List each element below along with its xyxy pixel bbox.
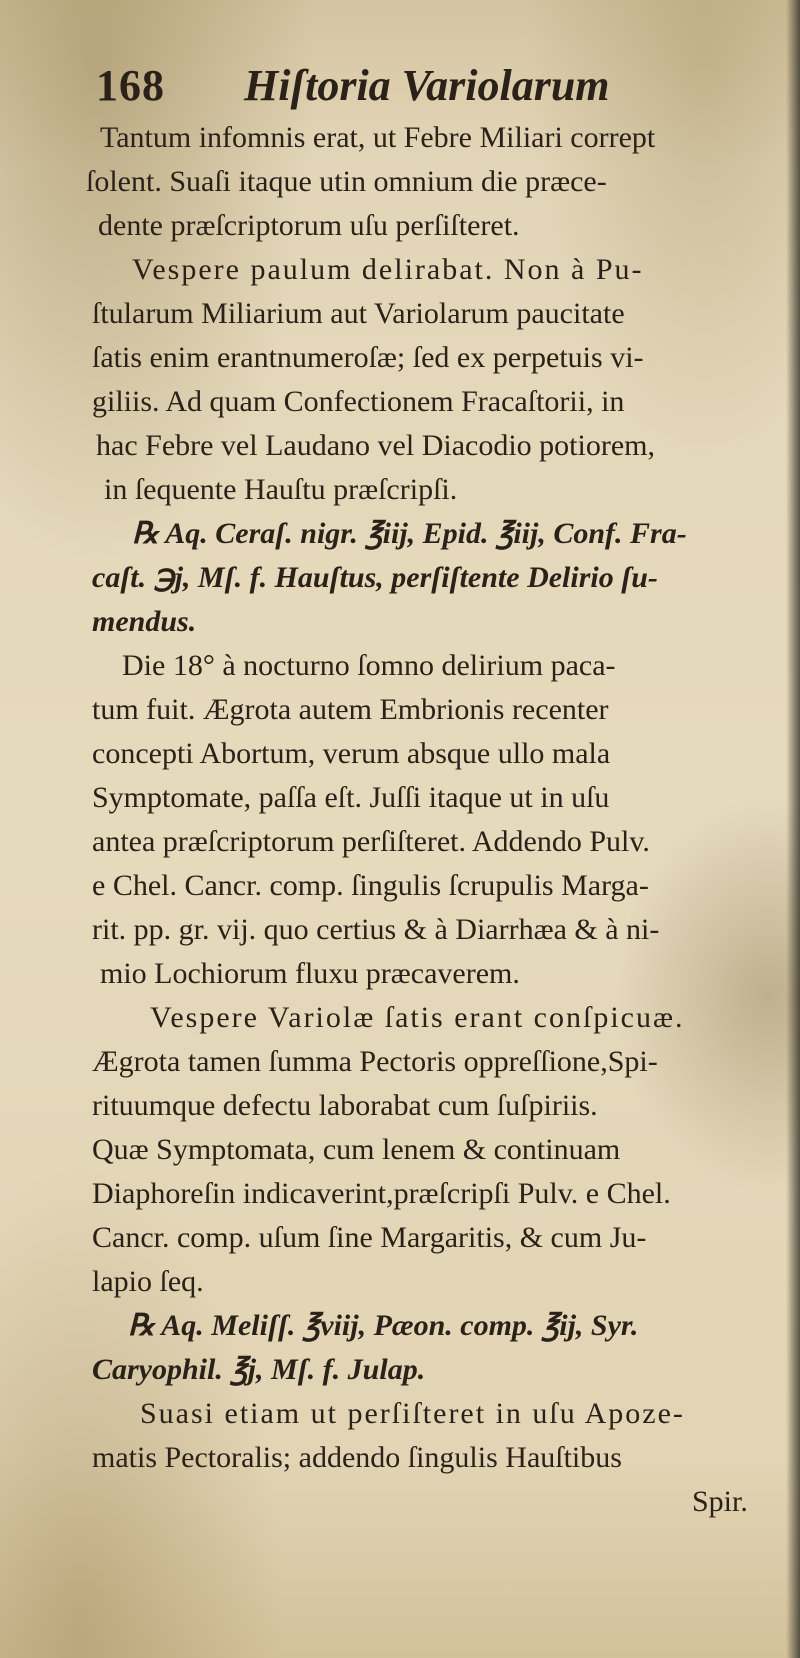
running-title: Hiſtoria Variolarum bbox=[244, 61, 610, 110]
text-line: giliis. Ad quam Confectionem Fracaſtorii, in bbox=[92, 385, 625, 418]
prescription-line: ℞ Aq. Meliſſ. ℥viij, Pæon. comp. ℥ij, Syr. bbox=[128, 1309, 639, 1342]
catchword: Spir. bbox=[692, 1485, 748, 1518]
text-line: rituumque defectu laborabat cum ſuſpiriis. bbox=[92, 1089, 598, 1122]
page-header bbox=[96, 58, 776, 114]
text-line: Ægrota tamen ſumma Pectoris oppreſſione,Spi- bbox=[92, 1045, 658, 1078]
text-line: Tantum infomnis erat, ut Febre Miliari corrept bbox=[100, 121, 656, 154]
text-line: Diaphoreſin indicaverint,præſcripſi Pulv. e Chel. bbox=[92, 1177, 671, 1210]
text-line: Vespere paulum delirabat. Non à Pu- bbox=[132, 253, 644, 286]
text-line: Quæ Symptomata, cum lenem & continuam bbox=[92, 1133, 621, 1166]
text-line: Cancr. comp. uſum ſine Margaritis, & cum Ju- bbox=[92, 1221, 647, 1254]
body-text bbox=[0, 116, 800, 1636]
text-line: ſolent. Suaſi itaque utin omnium die præce- bbox=[86, 165, 607, 198]
text-line: lapio ſeq. bbox=[92, 1265, 204, 1298]
text-line: Suasi etiam ut perſiſteret in uſu Apoze- bbox=[140, 1397, 685, 1430]
prescription-line: Caryophil. ℥j, Mſ. f. Julap. bbox=[92, 1353, 426, 1386]
prescription-line: ℞ Aq. Ceraſ. nigr. ℥iij, Epid. ℥iij, Conf. Fra- bbox=[132, 517, 687, 550]
text-line: e Chel. Cancr. comp. ſingulis ſcrupulis Marga- bbox=[92, 869, 649, 902]
text-line: matis Pectoralis; addendo ſingulis Hauſtibus bbox=[92, 1441, 622, 1474]
text-line: dente præſcriptorum uſu perſiſteret. bbox=[98, 209, 520, 242]
prescription-line: mendus. bbox=[92, 605, 197, 638]
text-line: ſtularum Miliarium aut Variolarum paucitate bbox=[92, 297, 625, 330]
text-line: Die 18° à nocturno ſomno delirium paca- bbox=[122, 649, 616, 682]
text-line: mio Lochiorum fluxu præcaverem. bbox=[100, 957, 520, 990]
text-line: in ſequente Hauſtu præſcripſi. bbox=[104, 473, 458, 506]
text-line: antea præſcriptorum perſiſteret. Addendo Pulv. bbox=[92, 825, 650, 858]
prescription-line: caſt. ℈j, Mſ. f. Hauſtus, perſiſtente Delirio ſu- bbox=[92, 561, 658, 594]
text-line: hac Febre vel Laudano vel Diacodio potiorem, bbox=[96, 429, 655, 462]
text-line: ſatis enim erantnumeroſæ; ſed ex perpetuis vi- bbox=[92, 341, 644, 374]
text-line: tum fuit. Ægrota autem Embrionis recenter bbox=[92, 693, 609, 726]
page-number: 168 bbox=[96, 61, 165, 110]
text-line: Symptomate, paſſa eſt. Juſſi itaque ut in uſu bbox=[92, 781, 610, 814]
text-line: Vespere Variolæ ſatis erant conſpicuæ. bbox=[150, 1001, 685, 1034]
text-line: concepti Abortum, verum absque ullo mala bbox=[92, 737, 611, 770]
text-line: rit. pp. gr. vij. quo certius & à Diarrhæa & à ni- bbox=[92, 913, 660, 946]
